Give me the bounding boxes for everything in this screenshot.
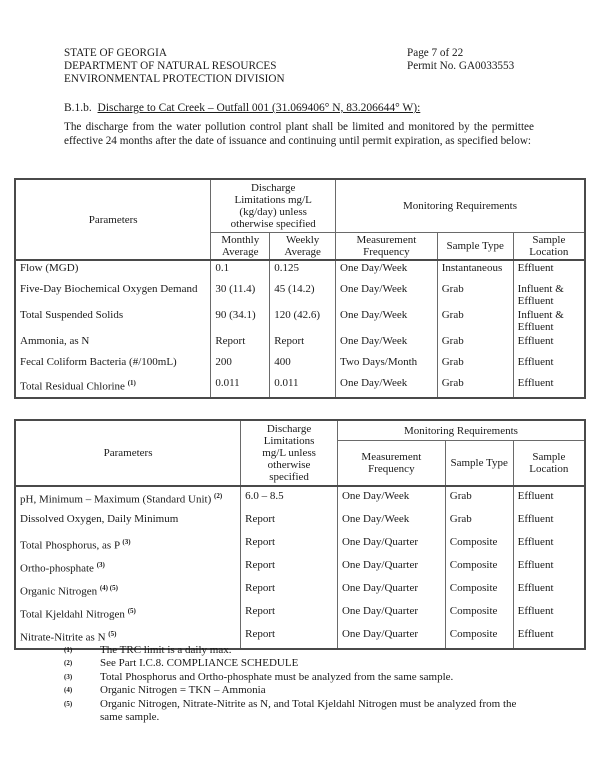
table-row xyxy=(15,602,585,625)
footnote-text: The TRC limit is a daily max. xyxy=(100,644,232,656)
sample-location-cell: Effluent xyxy=(513,334,585,355)
footnote-text: Total Phosphorus and Ortho-phosphate must be analyzed from the same sample. xyxy=(100,670,454,683)
page-number: Page 7 of 22 xyxy=(407,47,464,59)
limitation-cell: Report xyxy=(241,556,338,579)
parameter-cell xyxy=(15,282,211,308)
frequency-cell: One Day/Week xyxy=(337,486,445,510)
col-sample-type: Sample Type xyxy=(445,441,513,486)
col-sample-location: Sample Location xyxy=(513,233,585,261)
footnote-marker: (5) xyxy=(64,699,73,708)
footnote xyxy=(64,698,520,725)
table-row xyxy=(15,355,585,376)
sample-type-cell: Grab xyxy=(437,355,513,376)
col-monitoring-requirements: Monitoring Requirements xyxy=(336,179,585,233)
sample-location-cell: Effluent xyxy=(513,260,585,282)
col-measurement-frequency: Measurement Frequency xyxy=(337,441,445,486)
sample-type-cell: Grab xyxy=(437,282,513,308)
col-weekly-average: Weekly Average xyxy=(270,233,336,261)
monthly-average-cell: 0.011 xyxy=(211,376,270,398)
parameter-name: Fecal Coliform Bacteria (#/100mL) xyxy=(20,356,177,368)
footnote-marker: (2) xyxy=(64,659,73,668)
parameter-name: Dissolved Oxygen, Daily Minimum xyxy=(20,513,179,525)
col-sample-type: Sample Type xyxy=(437,233,513,261)
weekly-average-cell: Report xyxy=(270,334,336,355)
limitation-cell: Report xyxy=(241,602,338,625)
table-row xyxy=(15,579,585,602)
table-row xyxy=(15,260,585,282)
table-row xyxy=(15,486,585,510)
sample-type-cell: Composite xyxy=(445,556,513,579)
sample-type-cell: Grab xyxy=(437,308,513,334)
parameter-name: Ammonia, as N xyxy=(20,335,90,347)
limitation-cell: Report xyxy=(241,579,338,602)
weekly-average-cell: 0.011 xyxy=(270,376,336,398)
footnote-ref: (3) xyxy=(96,561,105,569)
table-row xyxy=(15,533,585,556)
parameter-name: Nitrate-Nitrite as N xyxy=(20,631,106,644)
parameter-name: Total Kjeldahl Nitrogen xyxy=(20,608,125,621)
parameter-name: Total Residual Chlorine xyxy=(20,380,125,393)
parameter-cell xyxy=(15,334,211,355)
footnote-ref: (2) xyxy=(214,492,223,500)
sample-location-cell: Effluent xyxy=(513,579,585,602)
limitation-cell: Report xyxy=(241,533,338,556)
weekly-average-cell: 45 (14.2) xyxy=(270,282,336,308)
frequency-cell: One Day/Quarter xyxy=(337,556,445,579)
sample-location-cell: Influent & Effluent xyxy=(513,308,585,334)
sample-type-cell: Composite xyxy=(445,533,513,556)
page-info xyxy=(407,47,514,73)
footnote-ref: (5) xyxy=(127,607,136,615)
table-row xyxy=(15,282,585,308)
sample-location-cell: Effluent xyxy=(513,602,585,625)
frequency-cell: One Day/Week xyxy=(336,334,438,355)
parameter-cell xyxy=(15,556,241,579)
footnote xyxy=(64,671,520,684)
table-row xyxy=(15,510,585,533)
table-row xyxy=(15,556,585,579)
parameter-name: Total Phosphorus, as P xyxy=(20,539,120,552)
col-discharge-limitations: Discharge Limitations mg/L (kg/day) unless otherwise specified xyxy=(211,179,336,233)
sample-type-cell: Composite xyxy=(445,579,513,602)
parameter-cell xyxy=(15,602,241,625)
section-title: Discharge to Cat Creek – Outfall 001 (31.069406° N, 83.206644° W): xyxy=(97,102,421,114)
footnote-marker: (3) xyxy=(64,672,73,681)
footnote-text: See Part I.C.8. COMPLIANCE SCHEDULE xyxy=(100,657,299,670)
sample-location-cell: Effluent xyxy=(513,533,585,556)
parameter-cell xyxy=(15,510,241,533)
col-monthly-average: Monthly Average xyxy=(211,233,270,261)
frequency-cell: One Day/Week xyxy=(337,510,445,533)
parameter-cell xyxy=(15,260,211,282)
table-row xyxy=(15,334,585,355)
parameter-name: Ortho-phosphate xyxy=(20,562,94,575)
footnotes xyxy=(64,644,520,724)
sample-location-cell: Effluent xyxy=(513,556,585,579)
footnote-ref: (3) xyxy=(122,538,131,546)
parameter-name: Five-Day Biochemical Oxygen Demand xyxy=(20,283,198,295)
col-monitoring-requirements: Monitoring Requirements xyxy=(337,420,585,441)
footnote xyxy=(64,657,520,670)
parameter-name: pH, Minimum – Maximum (Standard Unit) xyxy=(20,493,212,506)
sample-type-cell: Instantaneous xyxy=(437,260,513,282)
footnote-marker: (4) xyxy=(64,686,73,695)
frequency-cell: One Day/Quarter xyxy=(337,533,445,556)
footnote-ref: (1) xyxy=(127,379,136,387)
sample-type-cell: Composite xyxy=(445,625,513,649)
footnote xyxy=(64,644,520,657)
permit-number: Permit No. GA0033553 xyxy=(407,60,515,72)
sample-location-cell: Effluent xyxy=(513,486,585,510)
parameter-cell xyxy=(15,355,211,376)
limitation-cell: Report xyxy=(241,510,338,533)
frequency-cell: One Day/Quarter xyxy=(337,625,445,649)
parameter-name: Total Suspended Solids xyxy=(20,309,124,321)
footnote-text: Organic Nitrogen = TKN – Ammonia xyxy=(100,684,266,697)
section-number: B.1.b. xyxy=(64,102,92,114)
monthly-average-cell: 90 (34.1) xyxy=(211,308,270,334)
table-row xyxy=(15,376,585,398)
sample-type-cell: Grab xyxy=(445,510,513,533)
weekly-average-cell: 400 xyxy=(270,355,336,376)
monthly-average-cell: 200 xyxy=(211,355,270,376)
agency-header xyxy=(64,47,285,86)
parameter-name: Organic Nitrogen xyxy=(20,585,98,598)
weekly-average-cell: 0.125 xyxy=(270,260,336,282)
limitation-cell: 6.0 – 8.5 xyxy=(241,486,338,510)
col-discharge-limitations: Discharge Limitations mg/L unless otherwise specified xyxy=(241,420,338,486)
frequency-cell: Two Days/Month xyxy=(336,355,438,376)
col-measurement-frequency: Measurement Frequency xyxy=(336,233,438,261)
footnote-marker: (1) xyxy=(64,646,73,654)
sample-type-cell: Grab xyxy=(437,376,513,398)
limitations-table-1 xyxy=(14,178,586,399)
parameter-name: Flow (MGD) xyxy=(20,262,79,274)
frequency-cell: One Day/Week xyxy=(336,260,438,282)
section-heading xyxy=(64,102,420,114)
parameter-cell xyxy=(15,308,211,334)
footnote-text: Organic Nitrogen, Nitrate-Nitrite as N, and Total Kjeldahl Nitrogen must be analyzed from the same sample. xyxy=(100,697,517,724)
sample-location-cell: Effluent xyxy=(513,376,585,398)
monthly-average-cell: 0.1 xyxy=(211,260,270,282)
agency-line: STATE OF GEORGIA xyxy=(64,47,167,59)
frequency-cell: One Day/Week xyxy=(336,308,438,334)
monthly-average-cell: 30 (11.4) xyxy=(211,282,270,308)
sample-location-cell: Effluent xyxy=(513,625,585,649)
monthly-average-cell: Report xyxy=(211,334,270,355)
parameter-cell xyxy=(15,533,241,556)
limitations-table-2 xyxy=(14,419,586,650)
sample-location-cell: Effluent xyxy=(513,355,585,376)
footnote-ref: (4) (5) xyxy=(99,584,118,592)
weekly-average-cell: 120 (42.6) xyxy=(270,308,336,334)
frequency-cell: One Day/Quarter xyxy=(337,579,445,602)
footnote xyxy=(64,684,520,697)
footnote-ref: (5) xyxy=(108,630,117,638)
sample-location-cell: Influent & Effluent xyxy=(513,282,585,308)
intro-paragraph: The discharge from the water pollution control plant shall be limited and monitored by the permittee effective 24 months after the date of issuance and continuing until permit expiration, as specified below: xyxy=(64,121,534,147)
col-sample-location: Sample Location xyxy=(513,441,585,486)
sample-type-cell: Composite xyxy=(445,602,513,625)
sample-type-cell: Grab xyxy=(437,334,513,355)
sample-type-cell: Grab xyxy=(445,486,513,510)
agency-line: ENVIRONMENTAL PROTECTION DIVISION xyxy=(64,73,285,85)
agency-line: DEPARTMENT OF NATURAL RESOURCES xyxy=(64,60,277,72)
col-parameters: Parameters xyxy=(15,179,211,260)
parameter-cell xyxy=(15,376,211,398)
parameter-cell xyxy=(15,486,241,510)
table-row xyxy=(15,308,585,334)
limitation-cell: Report xyxy=(241,625,338,649)
parameter-cell xyxy=(15,579,241,602)
frequency-cell: One Day/Week xyxy=(336,376,438,398)
sample-location-cell: Effluent xyxy=(513,510,585,533)
frequency-cell: One Day/Quarter xyxy=(337,602,445,625)
frequency-cell: One Day/Week xyxy=(336,282,438,308)
col-parameters: Parameters xyxy=(15,420,241,486)
